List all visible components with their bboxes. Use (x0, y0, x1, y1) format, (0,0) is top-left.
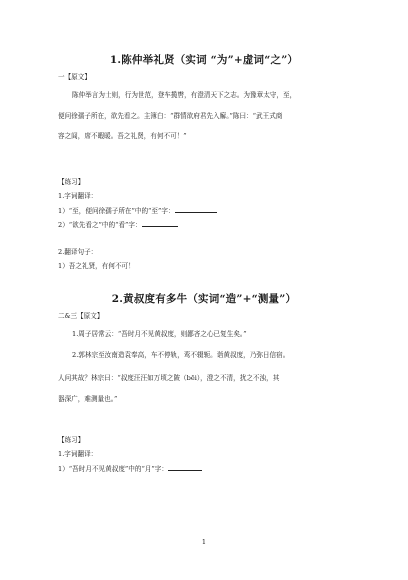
section-2-q1-label: 1.字词翻译： (58, 450, 98, 458)
section-2-passage-line-1: 1.周子居常云：“吾时月不见黄叔度，则鄙吝之心已复生矣。” (72, 330, 247, 338)
section-2-passage-line-3: 人问其故？林宗曰：“叔度汪汪如万顷之陂（bēi），澄之不清，扰之不浊，其 (58, 374, 280, 382)
question-text: 1）“吾时月不见黄叔度”中的“月”字： (58, 465, 168, 473)
question-text: 1）“至，便问徐孺子所在”中的“至”字： (58, 207, 175, 215)
section-2-passage-line-4: 器深广，难测量也。” (58, 395, 118, 403)
section-2-passage-line-2: 2.郭林宗至汝南造袁奉高，车不停轨，鸾不辍轭。诣黄叔度，乃弥日信宿。 (72, 351, 290, 359)
answer-blank[interactable] (168, 464, 202, 471)
answer-blank[interactable] (142, 220, 178, 227)
section-2-exercise-label: 【练习】 (58, 436, 85, 444)
section-1-q2-label: 2.翻译句子： (58, 248, 98, 256)
section-1-q1-item-1 (58, 206, 217, 216)
section-2-original-text-label: 二&三【原文】 (58, 312, 104, 320)
section-1-passage-line-2: 便问徐孺子所在，欲先看之。主簿白：“群情欲府君先入廨。”陈曰：“武王式商 (58, 112, 283, 120)
section-1-passage-line-3: 容之闾，席不暇暖。吾之礼贤，有何不可！” (58, 132, 187, 140)
section-1-title: 1.陈仲举礼贤（实词 “为”+虚词“之”） (109, 54, 299, 66)
page-number: 1 (201, 538, 207, 546)
section-1-q1-label: 1.字词翻译： (58, 192, 98, 200)
section-1-exercise-label: 【练习】 (58, 178, 85, 186)
answer-blank[interactable] (175, 206, 217, 213)
section-1-q2-item-1: 1）吾之礼贤，有何不可！ (58, 262, 135, 270)
section-1-passage-line-1: 陈仲举言为士则，行为世范，登车揽辔，有澄清天下之志。为豫章太守，至， (72, 91, 297, 99)
section-1-q1-item-2 (58, 220, 178, 230)
section-1-original-text-label: 一【原文】 (58, 73, 91, 81)
question-text: 2）“欲先看之”中的“看”字： (58, 221, 142, 229)
section-2-q1-item-1 (58, 464, 202, 474)
section-2-title: 2.黄叔度有多牛（实词“造”+“测量”） (111, 293, 297, 305)
